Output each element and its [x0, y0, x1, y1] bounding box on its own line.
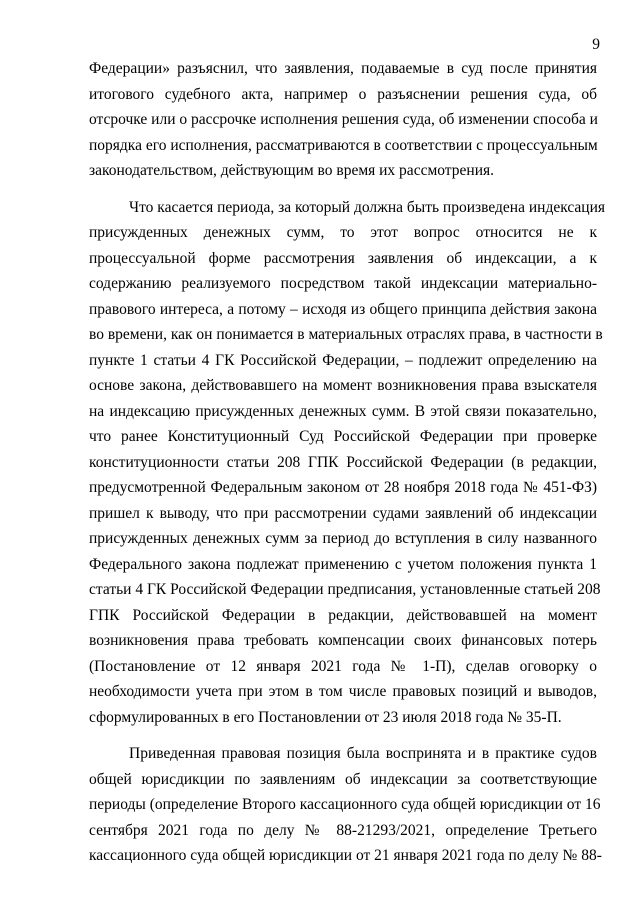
text-line: итогового судебного акта, например о разъяснении решения суда, об	[89, 85, 597, 103]
text-line: необходимости учета при этом в том числе правовых позиций и выводов,	[89, 683, 597, 700]
text-line: основе закона, действовавшего на момент возникновения права взыскателя	[89, 377, 597, 394]
text-line: возникновения права требовать компенсации своих финансовых потерь	[89, 632, 597, 649]
text-line: пришел к выводу, что при рассмотрении судами заявлений об индексации	[89, 504, 597, 522]
text-line: порядка его исполнения, рассматриваются в соответствии с процессуальным	[89, 136, 598, 154]
paragraph-gap	[89, 184, 597, 195]
text-line: Федерального закона подлежат применению с учетом положения пункта 1	[89, 555, 597, 573]
paragraph-p1	[89, 56, 597, 184]
text-line: присужденных денежных сумм за период до вступления в силу названного	[89, 530, 597, 547]
text-line: правового интереса, а потому – исходя из общего принципа действия закона	[89, 300, 597, 318]
text-line: Федерации» разъяснил, что заявления, подаваемые в суд после принятия	[89, 60, 597, 77]
text-line: процессуальной форме рассмотрения заявления об индексации, а к	[89, 249, 597, 267]
text-line: пункте 1 статьи 4 ГК Российской Федерации, – подлежит определению на	[89, 351, 597, 369]
text-line: Приведенная правовая позиция была воспринята и в практике судов	[129, 745, 597, 762]
paragraph-p2	[89, 195, 606, 731]
paragraph-gap	[89, 730, 597, 741]
text-line: периоды (определение Второго кассационного суда общей юрисдикции от 16	[89, 796, 601, 813]
text-line: статьи 4 ГК Российской Федерации предписания, установленные статьей 208	[89, 581, 601, 598]
document-body	[89, 56, 606, 869]
text-line: что ранее Конституционный Суд Российской Федерации при проверке	[89, 428, 597, 445]
text-line: на индексацию присужденных денежных сумм. В этой связи показательно,	[89, 402, 597, 420]
text-line: (Постановление от 12 января 2021 года № 1-П), сделав оговорку о	[89, 657, 597, 675]
text-line: сентября 2021 года по делу № 88-21293/2021, определение Третьего	[89, 821, 597, 839]
text-line: содержанию реализуемого посредством такой индексации материально-	[89, 275, 597, 292]
text-line: присужденных денежных сумм, то этот вопрос относится не к	[89, 224, 597, 241]
text-line: предусмотренной Федеральным законом от 28 ноября 2018 года № 451-ФЗ)	[89, 479, 597, 496]
text-line: ГПК Российской Федерации в редакции, действовавшей на момент	[89, 606, 597, 624]
text-line: отсрочке или о рассрочке исполнения решения суда, об изменении способа и	[89, 111, 598, 128]
text-line: сформулированных в его Постановлении от 23 июля 2018 года № 35-П.	[89, 708, 562, 726]
text-line: Что касается периода, за который должна быть произведена индексация	[129, 198, 606, 216]
text-line: во времени, как он понимается в материальных отраслях права, в частности в	[89, 326, 603, 343]
text-line: законодательством, действующим во время их рассмотрения.	[89, 162, 494, 179]
text-line: кассационного суда общей юрисдикции от 21 января 2021 года по делу № 88-	[89, 847, 602, 864]
paragraph-p3	[89, 741, 602, 869]
page-number: 9	[592, 36, 600, 53]
text-line: общей юрисдикции по заявлениям об индексации за соответствующие	[89, 770, 597, 788]
text-line: конституционности статьи 208 ГПК Российской Федерации (в редакции,	[89, 453, 597, 471]
